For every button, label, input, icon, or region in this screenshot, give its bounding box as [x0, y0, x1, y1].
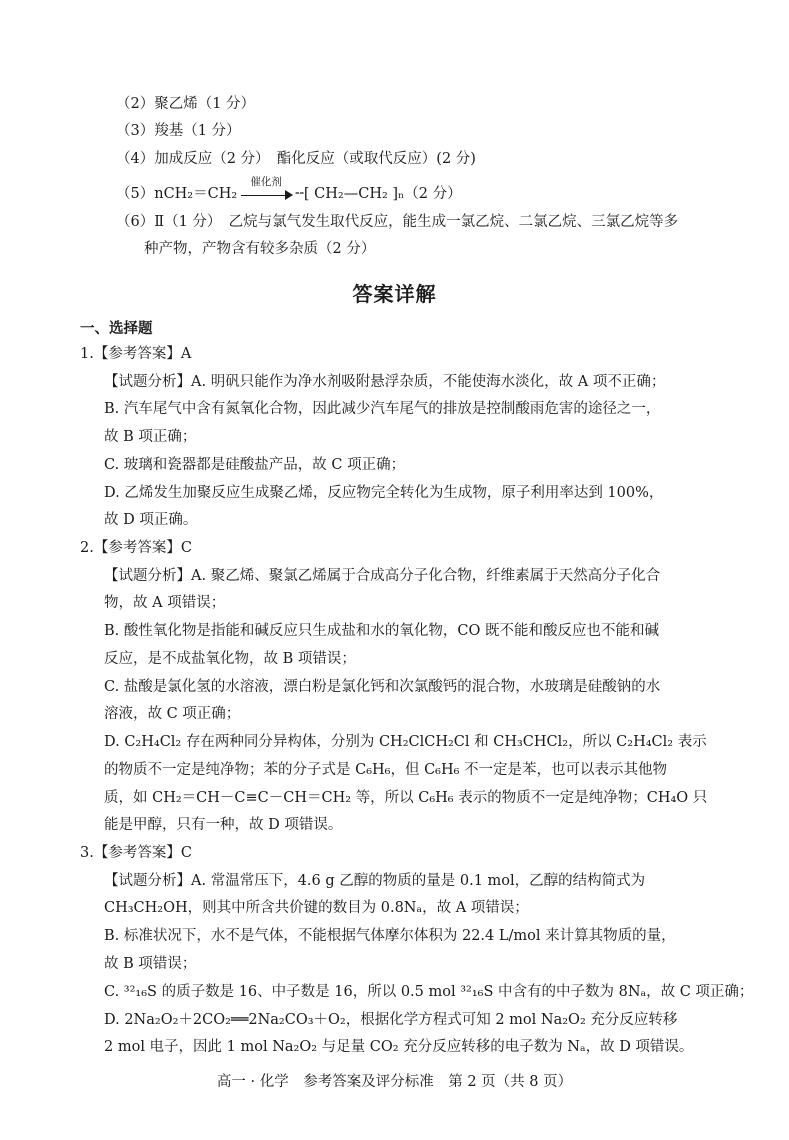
reaction-arrow-icon: [237, 176, 295, 204]
q3-line: CH₃CH₂OH，则其中所含共价键的数目为 0.8Nₐ，故 A 项错误；: [104, 900, 529, 916]
q1-line: B. 汽车尾气中含有氮氧化合物，因此减少汽车尾气的排放是控制酸雨危害的途径之一，: [104, 401, 661, 417]
q3-line: 故 B 项错误；: [104, 956, 197, 972]
answer-5-product: ╌[ CH₂—CH₂ ]ₙ（2 分）: [295, 186, 462, 202]
q2-line: B. 酸性氧化物是指能和碱反应只生成盐和水的氧化物，CO 既不能和酸反应也不能和碱: [104, 623, 659, 639]
answer-2: （2）聚乙烯（1 分）: [116, 96, 256, 112]
q3-line: C. ³²₁₆S 的质子数是 16、中子数是 16，所以 0.5 mol ³²₁₆S 中含有的中子数为 8Nₐ，故 C 项正确；: [104, 984, 754, 1000]
q2-line: D. C₂H₄Cl₂ 存在两种同分异构体，分别为 CH₂ClCH₂Cl 和 CH₃CHCl₂，所以 C₂H₄Cl₂ 表示: [104, 734, 707, 750]
q2-line: 【试题分析】A. 聚乙烯、聚氯乙烯属于合成高分子化合物，纤维素属于天然高分子化合: [104, 568, 661, 584]
q2-answer: 2.【参考答案】C: [80, 540, 192, 556]
q1-line: D. 乙烯发生加聚反应生成聚乙烯，反应物完全转化为生成物，原子利用率达到 100%，: [104, 485, 664, 501]
q1-line: 【试题分析】A. 明矾只能作为净水剂吸附悬浮杂质，不能使海水淡化，故 A 项不正确；: [104, 374, 666, 390]
page-footer: 高一 · 化学 参考答案及评分标准 第 2 页（共 8 页）: [216, 1074, 573, 1090]
q2-line: 能是甲醇，只有一种，故 D 项错误。: [104, 817, 343, 833]
q1-answer: 1.【参考答案】A: [80, 346, 192, 362]
answer-4: （4）加成反应（2 分） 酯化反应（或取代反应）(2 分): [116, 151, 476, 167]
answer-5: [116, 176, 462, 204]
catalyst-label: 催化剂: [250, 176, 282, 188]
q2-line: 反应，是不成盐氧化物，故 B 项错误；: [104, 651, 356, 667]
q2-line: 物，故 A 项错误；: [104, 595, 226, 611]
q3-line: D. 2Na₂O₂＋2CO₂══2Na₂CO₃＋O₂，根据化学方程式可知 2 mol Na₂O₂ 充分反应转移: [104, 1012, 678, 1028]
q3-line: B. 标准状况下，水不是气体，不能根据气体摩尔体积为 22.4 L/mol 来计算其物质的量，: [104, 928, 676, 944]
q1-line: C. 玻璃和瓷器都是硅酸盐产品，故 C 项正确；: [104, 457, 406, 473]
answer-5-reactant: （5）nCH₂＝CH₂: [116, 186, 238, 202]
q1-line: 故 B 项正确；: [104, 429, 197, 445]
answer-6-line1: （6）Ⅱ（1 分） 乙烷与氯气发生取代反应，能生成一氯乙烷、二氯乙烷、三氯乙烷等多: [116, 214, 679, 230]
q2-line: 溶液，故 C 项正确；: [104, 706, 241, 722]
answer-6-line2: 种产物，产物含有较多杂质（2 分）: [144, 241, 376, 257]
q1-line: 故 D 项正确。: [104, 512, 198, 528]
q3-line: 2 mol 电子，因此 1 mol Na₂O₂ 与足量 CO₂ 充分反应转移的电子数为 Nₐ，故 D 项错误。: [104, 1039, 694, 1055]
q3-answer: 3.【参考答案】C: [80, 845, 192, 861]
page-title: 答案详解: [352, 282, 437, 306]
section-heading: 一、选择题: [80, 321, 153, 337]
q2-line: 质，如 CH₂＝CH－C≡C－CH＝CH₂ 等，所以 C₆H₆ 表示的物质不一定是纯净物；CH₄O 只: [104, 790, 708, 806]
q2-line: C. 盐酸是氯化氢的水溶液，漂白粉是氯化钙和次氯酸钙的混合物，水玻璃是硅酸钠的水: [104, 679, 661, 695]
answer-3: （3）羧基（1 分）: [116, 123, 241, 139]
q2-line: 的物质不一定是纯净物；苯的分子式是 C₆H₆，但 C₆H₆ 不一定是苯，也可以表示其他物: [104, 762, 668, 778]
q3-line: 【试题分析】A. 常温常压下，4.6 g 乙醇的物质的量是 0.1 mol，乙醇的结构简式为: [104, 873, 646, 889]
